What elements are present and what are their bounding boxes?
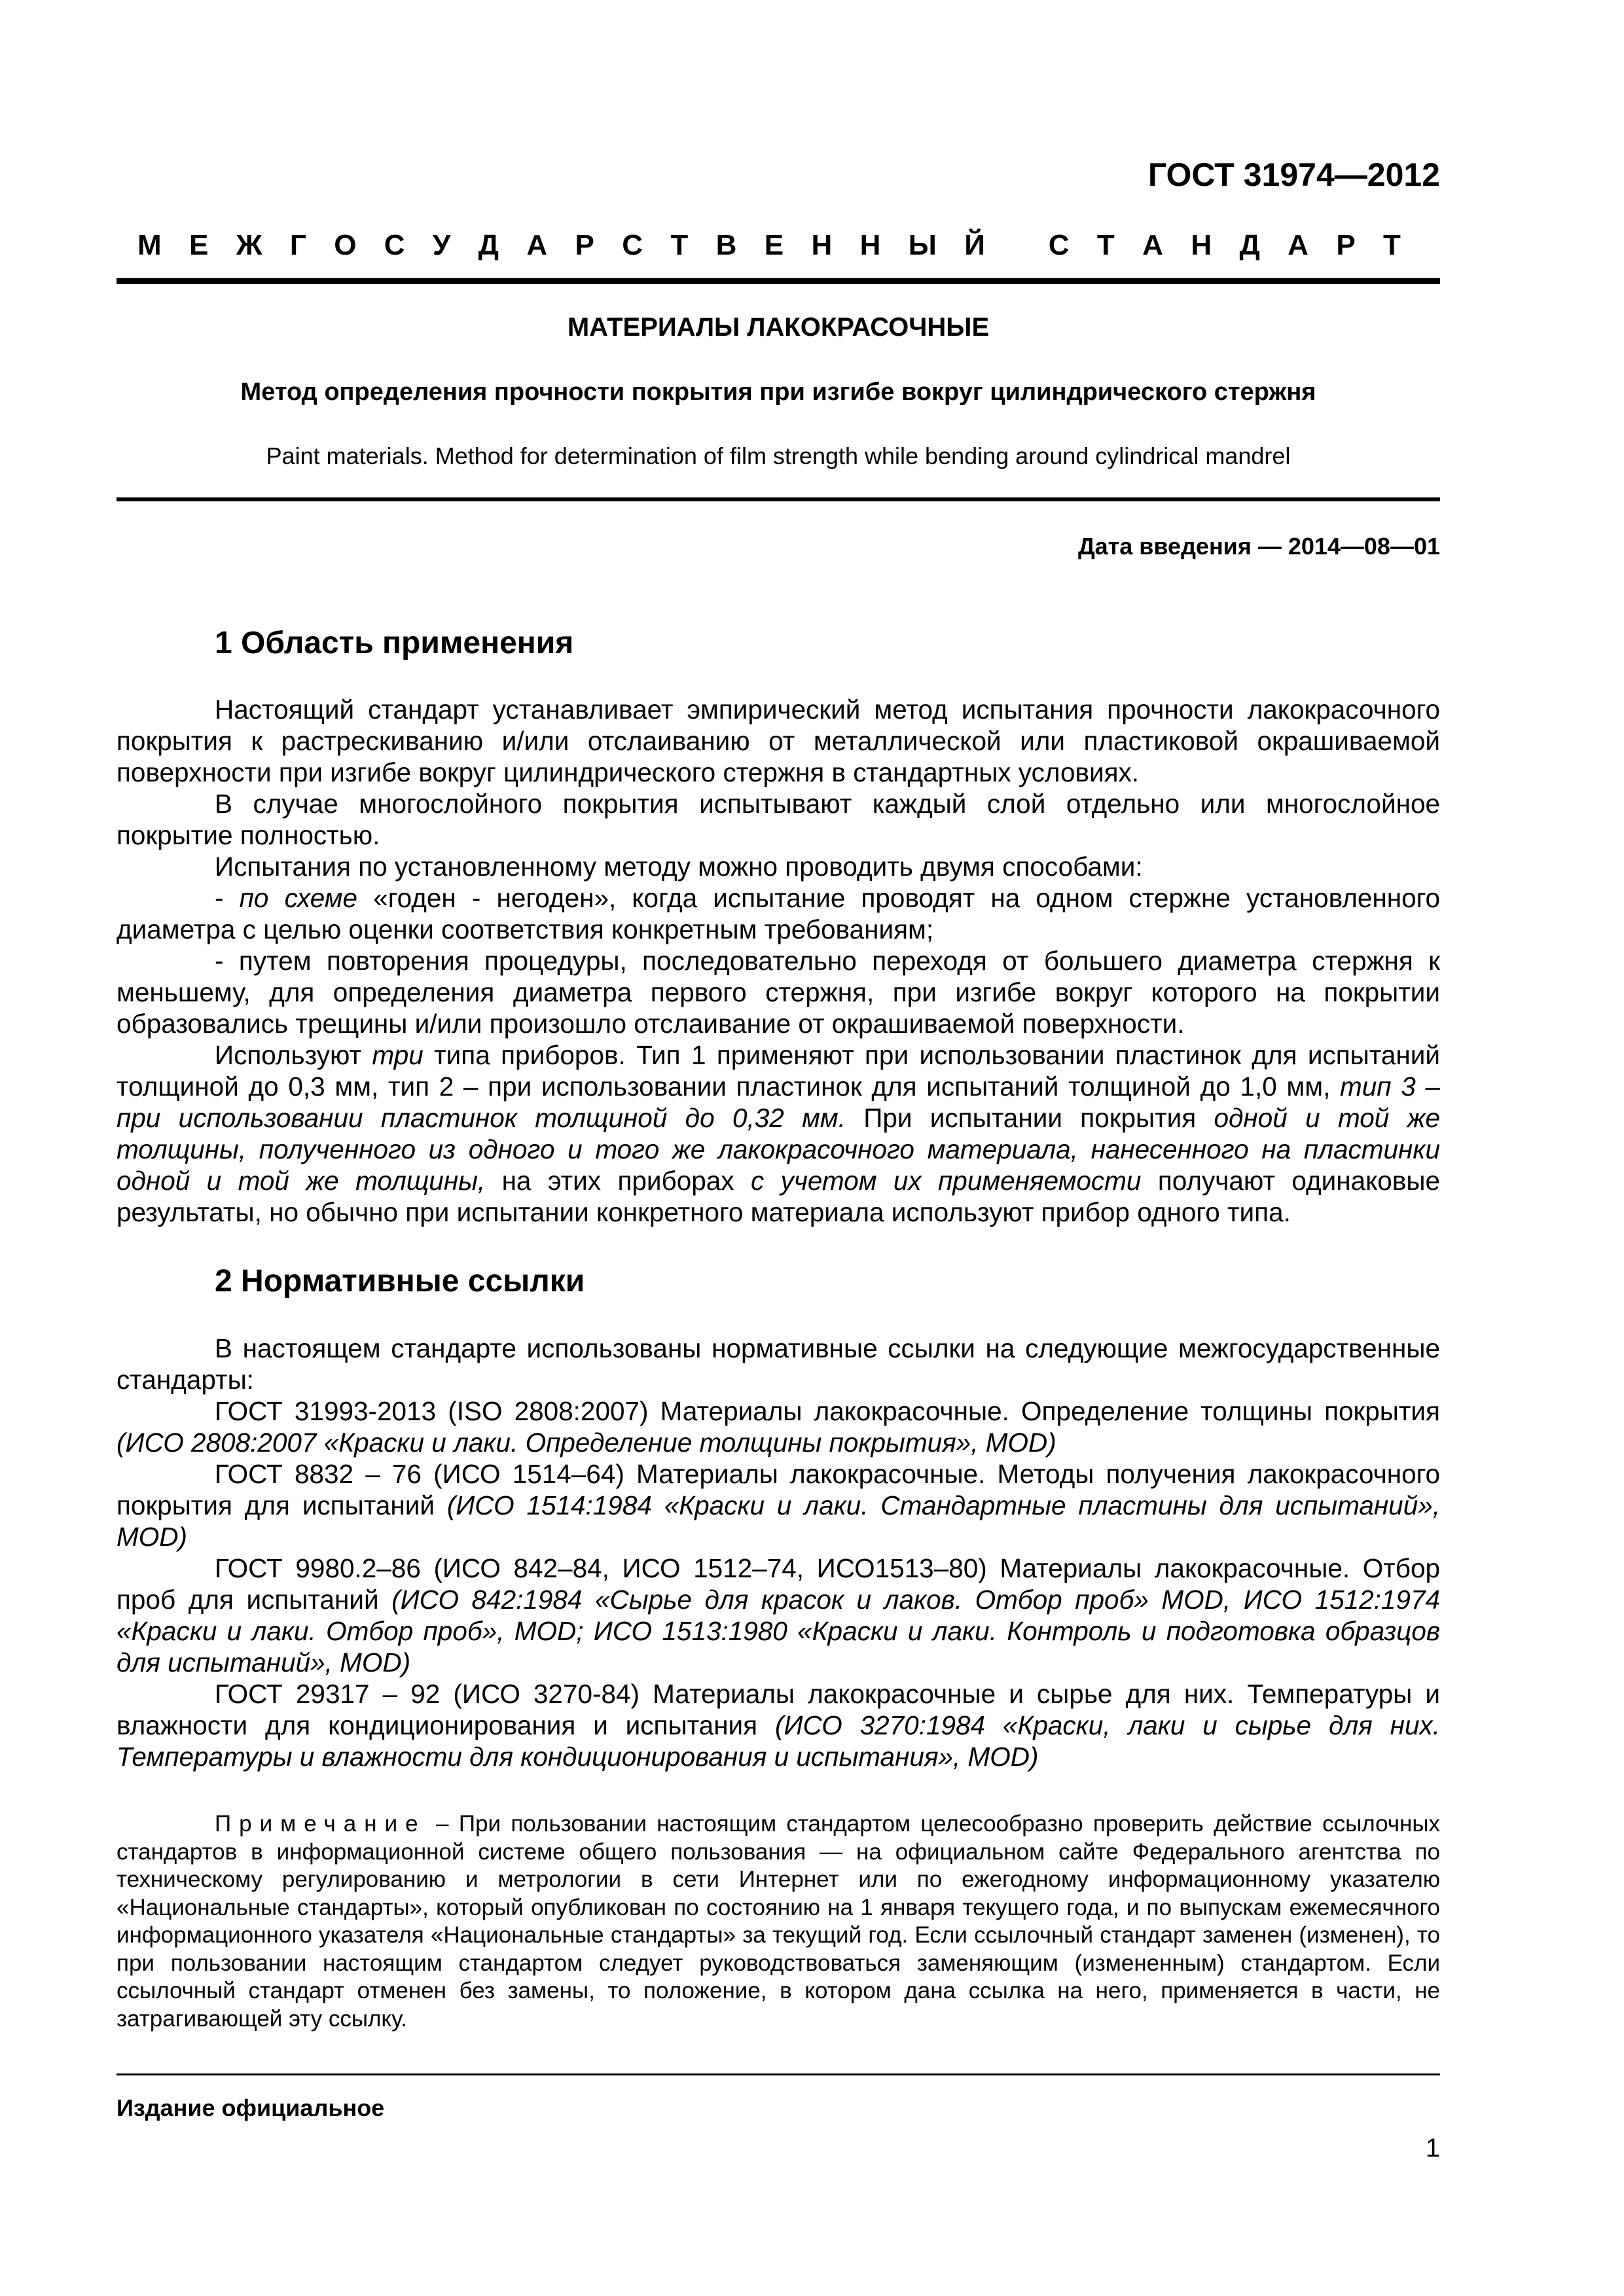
banner-letter: А	[1142, 229, 1163, 261]
text-run: Используют	[215, 1040, 372, 1070]
document-subtitle: Метод определения прочности покрытия при изгибе вокруг цилиндрического стержня	[240, 378, 1316, 406]
banner-letter: Д	[478, 229, 499, 261]
banner-letter: Т	[670, 229, 689, 261]
banner-letter: Е	[189, 229, 209, 261]
text-run: ГОСТ 31993-2013 (ISO 2808:2007) Материалы лакокрасочные. Определение толщины покрытия	[215, 1396, 1440, 1426]
note-paragraph	[117, 1810, 1440, 2033]
section-heading-references: 2 Нормативные ссылки	[215, 1264, 585, 1299]
banner-letter: Р	[1336, 229, 1356, 261]
section-scope-body	[117, 694, 1440, 1228]
banner-letter: Т	[1383, 229, 1401, 261]
banner-letter: С	[384, 229, 405, 261]
footer-rule	[117, 2073, 1440, 2075]
effective-date: Дата введения — 2014—08—01	[1077, 533, 1440, 560]
banner-letter: У	[432, 229, 451, 261]
section-references-body	[117, 1333, 1440, 1772]
note-block	[117, 1810, 1440, 2033]
italic-run: с учетом их применяемости	[750, 1166, 1142, 1196]
banner-letter: Й	[964, 229, 985, 261]
banner-letter: Е	[764, 229, 784, 261]
text-run: типа приборов. Тип 1 применяют при использовании пластинок для испытаний толщиной до 0,3 мм, тип 2 – при использовании пластинок для испытаний толщиной до 1,0 мм,	[117, 1040, 1440, 1102]
reference-item	[117, 1395, 1440, 1458]
reference-item	[117, 1678, 1440, 1772]
banner-letter: С	[622, 229, 643, 261]
text-run: -	[215, 883, 240, 913]
text-run: получают одинаковые результаты, но обычно при испытании конкретного материала используют прибор одного типа.	[117, 1166, 1440, 1227]
italic-run: (ИСО 1514:1984 «Краски и лаки. Стандартные пластины для испытаний», MOD)	[117, 1490, 1440, 1552]
banner-letter: О	[334, 229, 357, 261]
banner-letter: Ы	[908, 229, 937, 261]
note-body: – При пользовании настоящим стандартом целесообразно проверить действие ссылочных стандартов в информационной системе общего пользования — на официальном сайте Федерального агентства по техническому регулированию и метрологии в сети Интернет или по ежегодному информационному указателю «Национальные стандарты», который опубликован по состоянию на 1 января текущего года, и по выпускам ежемесячного информационного указателя «Национальные стандарты» за текущий год. Если ссылочный стандарт заменен (изменен), то при пользовании настоящим стандартом следует руководствоваться заменяющим (измененным) стандартом. Если ссылочный стандарт отменен без замены, то положение, в котором дана ссылка на него, применяется в части, не затрагивающей эту ссылку.	[117, 1811, 1440, 2032]
text-run: на этих приборах	[485, 1166, 751, 1196]
banner-gap	[1013, 229, 1020, 262]
text-run: ГОСТ 9980.2–86 (ИСО 842–84, ИСО 1512–74, ИСО1513–80) Материалы лакокрасочные. Отбор проб для испытаний	[117, 1553, 1440, 1615]
banner-letter: Т	[1096, 229, 1115, 261]
document-number: ГОСТ 31974—2012	[1147, 156, 1440, 193]
interstate-standard-banner	[137, 229, 1401, 262]
italic-run: (ИСО 842:1984 «Сырье для красок и лаков. Отбор проб» MOD, ИСО 1512:1974 «Краски и лаки. Отбор проб», MOD; ИСО 1513:1980 «Краски и лаки. Контроль и подготовка образцов для испытаний», MOD)	[117, 1585, 1440, 1677]
document-title: МАТЕРИАЛЫ ЛАКОКРАСОЧНЫЕ	[567, 313, 990, 342]
paragraph: В настоящем стандарте использованы нормативные ссылки на следующие межгосударственные стандарты:	[117, 1333, 1440, 1395]
banner-letter: С	[1048, 229, 1070, 261]
paragraph	[117, 1039, 1440, 1228]
english-title: Paint materials. Method for determination of film strength while bending around cylindrical mandrel	[266, 442, 1291, 469]
italic-run: (ИСО 3270:1984 «Краски, лаки и сырье для них. Температуры и влажности для кондиционирования и испытания», MOD)	[117, 1710, 1440, 1772]
header-rule	[117, 278, 1440, 284]
paragraph: В случае многослойного покрытия испытывают каждый слой отдельно или многослойное покрытие полностью.	[117, 789, 1440, 850]
paragraph: Настоящий стандарт устанавливает эмпирический метод испытания прочности лакокрасочного покрытия к растрескиванию и/или отслаиванию от металлической или пластиковой окрашиваемой поверхности при изгибе вокруг цилиндрического стержня в стандартных условиях.	[117, 694, 1440, 787]
reference-item	[117, 1458, 1440, 1552]
page-number: 1	[1425, 2134, 1440, 2162]
banner-letter: Н	[859, 229, 881, 261]
italic-run: тип 3 – при использовании пластинок толщиной до 0,32 мм.	[117, 1071, 1440, 1133]
italic-run: по схеме	[239, 883, 358, 913]
text-run: При испытании покрытия	[845, 1103, 1214, 1133]
italic-run: одной и той же толщины, полученного из одного и того же лакокрасочного материала, нанесенного на пластинки одной и той же толщины,	[117, 1103, 1440, 1196]
paragraph: Испытания по установленному методу можно проводить двумя способами:	[215, 852, 1143, 882]
banner-letter: Г	[289, 229, 306, 261]
italic-run: три	[372, 1040, 424, 1070]
banner-letter: А	[526, 229, 548, 261]
banner-letter: А	[1288, 229, 1308, 261]
banner-letter: Р	[575, 229, 594, 261]
section-heading-scope: 1 Область применения	[215, 626, 574, 660]
title-rule	[117, 497, 1440, 501]
official-edition-label: Издание официальное	[117, 2094, 385, 2121]
banner-letter: Д	[1239, 229, 1260, 261]
paragraph	[117, 882, 1440, 945]
text-run: «годен - негоден», когда испытание проводят на одном стержне установленного диаметра с целью оценки соответствия конкретным требованиям;	[117, 883, 1441, 944]
text-run: ГОСТ 8832 – 76 (ИСО 1514–64) Материалы лакокрасочные. Методы получения лакокрасочного покрытия для испытаний	[117, 1459, 1440, 1520]
banner-letter: Ж	[236, 229, 262, 261]
banner-letter: Н	[1191, 229, 1212, 261]
banner-letter: Н	[811, 229, 833, 261]
text-run: ГОСТ 29317 – 92 (ИСО 3270-84) Материалы лакокрасочные и сырье для них. Температуры и влажности для кондиционирования и испытания	[117, 1679, 1440, 1740]
banner-letter: В	[715, 229, 737, 261]
note-label: Примечание	[215, 1811, 426, 1837]
italic-run: (ИСО 2808:2007 «Краски и лаки. Определение толщины покрытия», MOD)	[117, 1427, 1056, 1458]
paragraph: - путем повторения процедуры, последовательно переходя от большего диаметра стержня к меньшему, для определения диаметра первого стержня, при изгибе вокруг которого на покрытии образовались трещины и/или произошло отслаивание от окрашиваемой поверхности.	[117, 946, 1440, 1039]
banner-letter: М	[137, 229, 162, 261]
reference-item	[117, 1552, 1440, 1678]
